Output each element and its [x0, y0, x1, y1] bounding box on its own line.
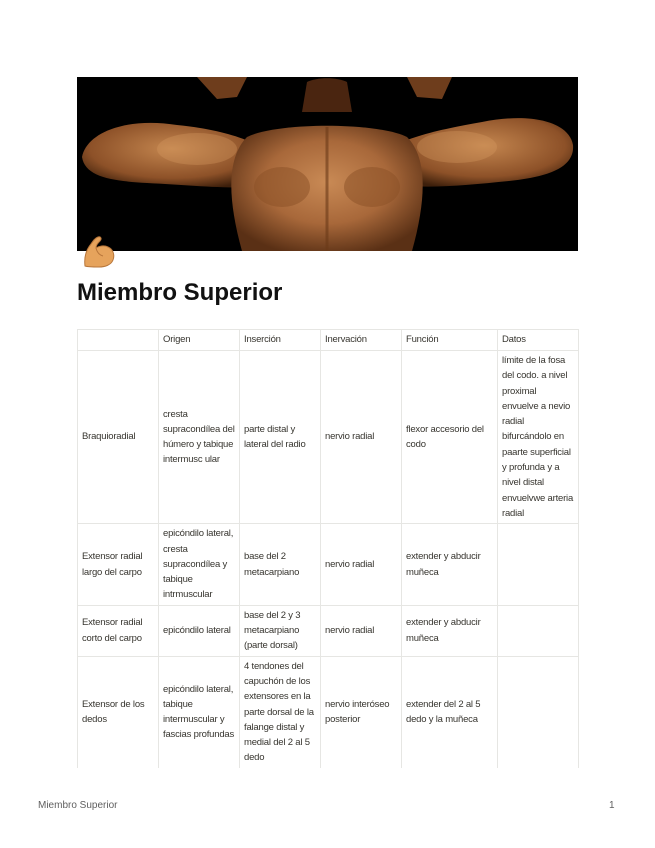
- cell-datos: [498, 524, 579, 605]
- table-row: [78, 605, 579, 656]
- cover-image: [77, 77, 578, 251]
- column-header-name: [78, 330, 159, 351]
- column-header-funcion: Función: [402, 330, 498, 351]
- cell-funcion: flexor accesorio del codo: [402, 351, 498, 524]
- column-header-inervacion: Inervación: [321, 330, 402, 351]
- cell-name: Extensor radial largo del carpo: [78, 524, 159, 605]
- cell-funcion: extender y abducir muñeca: [402, 524, 498, 605]
- column-header-datos: Datos: [498, 330, 579, 351]
- cell-inervacion: nervio radial: [321, 524, 402, 605]
- cell-funcion: extender y abducir muñeca: [402, 605, 498, 656]
- cell-name: Extensor de los dedos: [78, 656, 159, 768]
- table-row: [78, 351, 579, 524]
- cell-inervacion: nervio radial: [321, 605, 402, 656]
- cell-inervacion: nervio interóseo posterior: [321, 656, 402, 768]
- cell-insercion: 4 tendones del capuchón de los extensores en la parte dorsal de la falange distal y medial del 2 al 5 dedo: [240, 656, 321, 768]
- cell-insercion: base del 2 metacarpiano: [240, 524, 321, 605]
- muscular-back-photo: [77, 77, 578, 251]
- cell-insercion: base del 2 y 3 metacarpiano (parte dorsal): [240, 605, 321, 656]
- column-header-insercion: Inserción: [240, 330, 321, 351]
- column-header-origen: Origen: [159, 330, 240, 351]
- cell-name: Braquioradial: [78, 351, 159, 524]
- cell-origen: epicóndilo lateral, cresta supracondílea y tabique intrmuscular: [159, 524, 240, 605]
- table-row: [78, 524, 579, 605]
- table-row: [78, 656, 579, 768]
- page-number: 1: [609, 800, 615, 811]
- page-title: Miembro Superior: [77, 279, 283, 306]
- cell-datos: [498, 656, 579, 768]
- cell-insercion: parte distal y lateral del radio: [240, 351, 321, 524]
- cell-datos: [498, 605, 579, 656]
- cell-datos: límite de la fosa del codo. a nivel proximal envuelve a nevio radial bifurcándolo en paarte superficial y profunda y a nivel distal envuelvwe arteria radial: [498, 351, 579, 524]
- cell-name: Extensor radial corto del carpo: [78, 605, 159, 656]
- cell-inervacion: nervio radial: [321, 351, 402, 524]
- flexed-biceps-icon: [79, 232, 119, 272]
- footer-title: Miembro Superior: [38, 800, 118, 811]
- cell-origen: epicóndilo lateral, tabique intermuscular y fascias profundas: [159, 656, 240, 768]
- cell-origen: cresta supracondílea del húmero y tabique intermusc ular: [159, 351, 240, 524]
- table-header-row: [78, 330, 579, 351]
- cell-origen: epicóndilo lateral: [159, 605, 240, 656]
- muscle-table: [77, 329, 579, 789]
- cell-funcion: extender del 2 al 5 dedo y la muñeca: [402, 656, 498, 768]
- page-break-mask: [77, 768, 587, 808]
